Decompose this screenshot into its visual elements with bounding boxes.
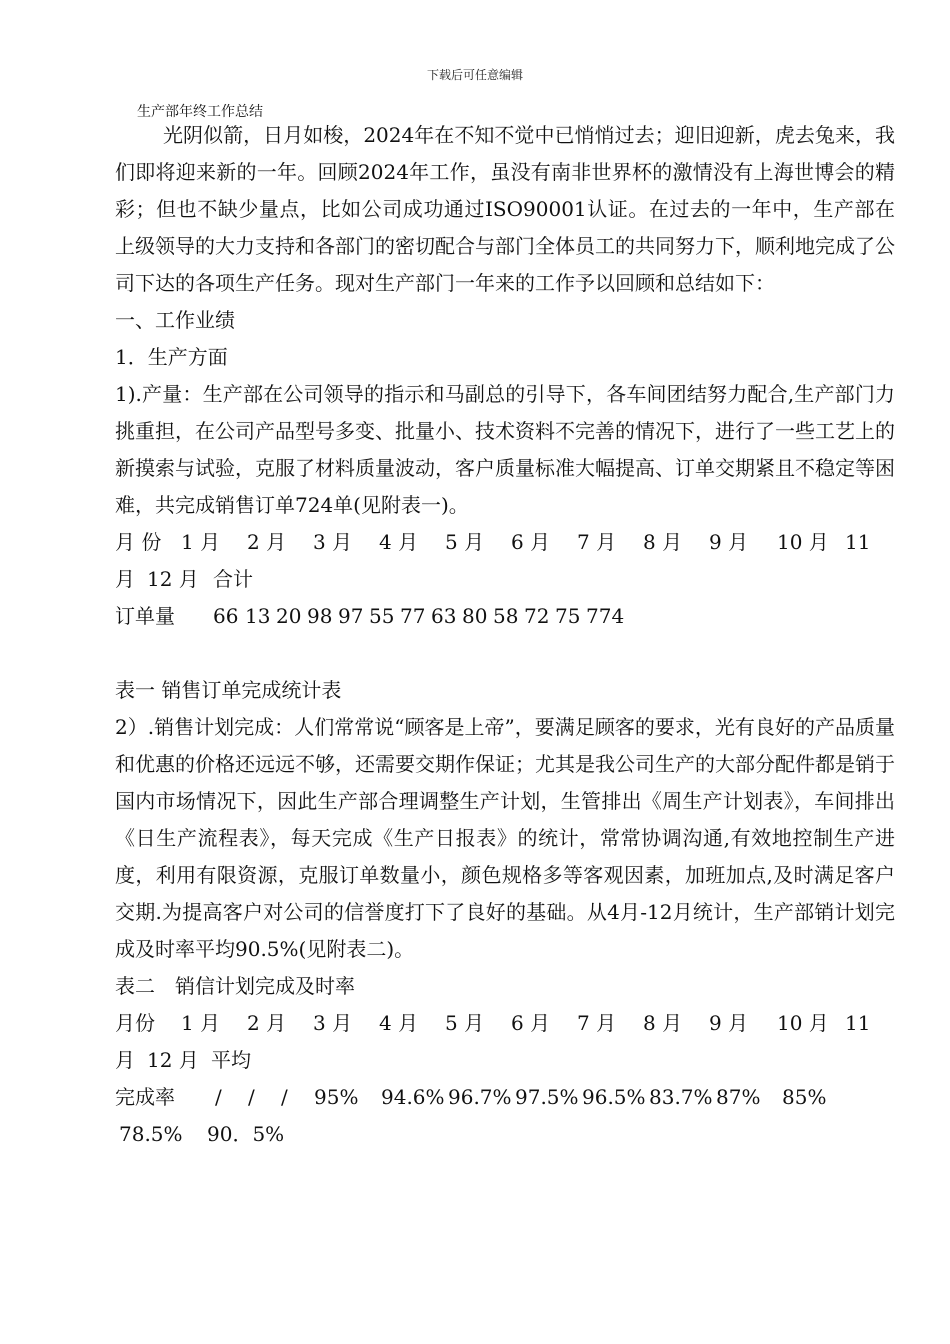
table1-header-cell: 6 月 bbox=[511, 530, 551, 554]
table2-header-cell: 平均 bbox=[211, 1048, 251, 1072]
table2-cell: 83.7% bbox=[649, 1085, 713, 1109]
table1-cell: 77 bbox=[400, 604, 426, 628]
table2-header-cell: 月 bbox=[115, 1048, 135, 1072]
table2-header-cell: 10 月 bbox=[777, 1011, 829, 1035]
table1-cell: 13 bbox=[245, 604, 271, 628]
subsection-heading: 1．生产方面 bbox=[115, 345, 228, 369]
table2-cell: 85% bbox=[782, 1085, 827, 1109]
table2-header-cell: 5 月 bbox=[445, 1011, 485, 1035]
table1-cell: 774 bbox=[586, 604, 625, 628]
production-paragraph: 1).产量：生产部在公司领导的指示和马副总的引导下，各车间团结努力配合,生产部门力挑重担，在公司产品型号多变、批量小、技术资料不完善的情况下，进行了一些工艺上的新摸索与试验，克服了材料质量波动，客户质量标准大幅提高、订单交期紧且不稳定等困难，共完成销售订单724单(见附表一)。 bbox=[115, 382, 895, 517]
table1-header-cell: 1 月 bbox=[181, 530, 221, 554]
table1-header-cell: 3 月 bbox=[313, 530, 353, 554]
table1-cell: 63 bbox=[431, 604, 457, 628]
table2-row-label: 完成率 bbox=[115, 1085, 175, 1109]
table2-month-row bbox=[115, 1042, 895, 1079]
table2-cell: 97.5% bbox=[515, 1085, 579, 1109]
table2-header-cell: 9 月 bbox=[709, 1011, 749, 1035]
page-header: 下载后可任意编辑 bbox=[426, 68, 523, 82]
table2-header-cell: 6 月 bbox=[511, 1011, 551, 1035]
table1-cell: 20 bbox=[276, 604, 302, 628]
table2-cell: 87% bbox=[716, 1085, 761, 1109]
table1-cell: 98 bbox=[307, 604, 333, 628]
table1-header-cell: 月 份 bbox=[115, 530, 162, 554]
table1-header-cell: 12 月 bbox=[147, 567, 199, 591]
table2-header-cell: 8 月 bbox=[643, 1011, 683, 1035]
table2-cell: 94.6% bbox=[381, 1085, 445, 1109]
table1-header-cell: 11 bbox=[845, 530, 871, 554]
table2-header-cell: 7 月 bbox=[577, 1011, 617, 1035]
table2-caption: 表二 销信计划完成及时率 bbox=[115, 974, 355, 998]
table1-cell: 72 bbox=[524, 604, 550, 628]
table1-header-cell: 2 月 bbox=[247, 530, 287, 554]
document-title: 生产部年终工作总结 bbox=[137, 104, 263, 120]
table1-cell: 80 bbox=[462, 604, 488, 628]
table1-header-cell: 9 月 bbox=[709, 530, 749, 554]
table2-header-cell: 3 月 bbox=[313, 1011, 353, 1035]
document-body bbox=[115, 117, 895, 1153]
table1-header-cell: 10 月 bbox=[777, 530, 829, 554]
table2-cell: 96.5% bbox=[582, 1085, 646, 1109]
table1-cell: 66 bbox=[213, 604, 239, 628]
table1-month-row bbox=[115, 561, 895, 598]
table2-header-cell: 4 月 bbox=[379, 1011, 419, 1035]
table1-cell: 75 bbox=[555, 604, 581, 628]
table1-header-cell: 7 月 bbox=[577, 530, 617, 554]
table2-rate-row bbox=[115, 1079, 895, 1116]
table2-cell: 90．5% bbox=[207, 1122, 285, 1146]
table1-caption: 表一 销售订单完成统计表 bbox=[115, 678, 342, 702]
table2-month-row bbox=[115, 1005, 895, 1042]
table1-cell: 58 bbox=[493, 604, 519, 628]
table2-header-cell: 11 bbox=[845, 1011, 871, 1035]
table2-header-cell: 月份 bbox=[115, 1011, 155, 1035]
table2-cell: / bbox=[248, 1085, 255, 1109]
sales-plan-paragraph: 2）.销售计划完成：人们常常说“顾客是上帝”，要满足顾客的要求，光有良好的产品质量和优惠的价格还远远不够，还需要交期作保证；尤其是我公司生产的大部分配件都是销于国内市场情况下，因此生产部合理调整生产计划，生管排出《周生产计划表》，车间排出《日生产流程表》，每天完成《生产日报表》的统计，常常协调沟通,有效地控制生产进度，利用有限资源，克服订单数量小，颜色规格多等客观因素，加班加点,及时满足客户交期.为提高客户对公司的信誉度打下了良好的基础。从4月-12月统计，生产部销计划完成及时率平均90.5%(见附表二)。 bbox=[115, 715, 895, 961]
table2-cell: 78.5% bbox=[119, 1122, 183, 1146]
table2-header-cell: 12 月 bbox=[147, 1048, 199, 1072]
table2-cell: 96.7% bbox=[448, 1085, 512, 1109]
table1-header-cell: 月 bbox=[115, 567, 135, 591]
table1-header-cell: 合计 bbox=[213, 567, 253, 591]
table1-row-label: 订单量 bbox=[115, 604, 175, 628]
table2-header-cell: 2 月 bbox=[247, 1011, 287, 1035]
table1-month-row bbox=[115, 524, 895, 561]
table2-rate-row bbox=[115, 1116, 895, 1153]
table1-header-cell: 4 月 bbox=[379, 530, 419, 554]
table2-cell: / bbox=[215, 1085, 222, 1109]
table1-cell: 97 bbox=[338, 604, 364, 628]
table2-cell: / bbox=[281, 1085, 288, 1109]
table1-cell: 55 bbox=[369, 604, 395, 628]
table1-header-cell: 8 月 bbox=[643, 530, 683, 554]
section-heading: 一、工作业绩 bbox=[115, 308, 235, 332]
table2-cell: 95% bbox=[314, 1085, 359, 1109]
table1-header-cell: 5 月 bbox=[445, 530, 485, 554]
table2-header-cell: 1 月 bbox=[181, 1011, 221, 1035]
table1-order-row bbox=[115, 598, 895, 635]
intro-paragraph: 光阴似箭，日月如梭，2024年在不知不觉中已悄悄过去；迎旧迎新，虎去兔来，我们即将迎来新的一年。回顾2024年工作，虽没有南非世界杯的激情没有上海世博会的精彩；但也不缺少量点，比如公司成功通过ISO90001认证。在过去的一年中，生产部在上级领导的大力支持和各部门的密切配合与部门全体员工的共同努力下，顺利地完成了公司下达的各项生产任务。现对生产部门一年来的工作予以回顾和总结如下： bbox=[115, 123, 895, 295]
